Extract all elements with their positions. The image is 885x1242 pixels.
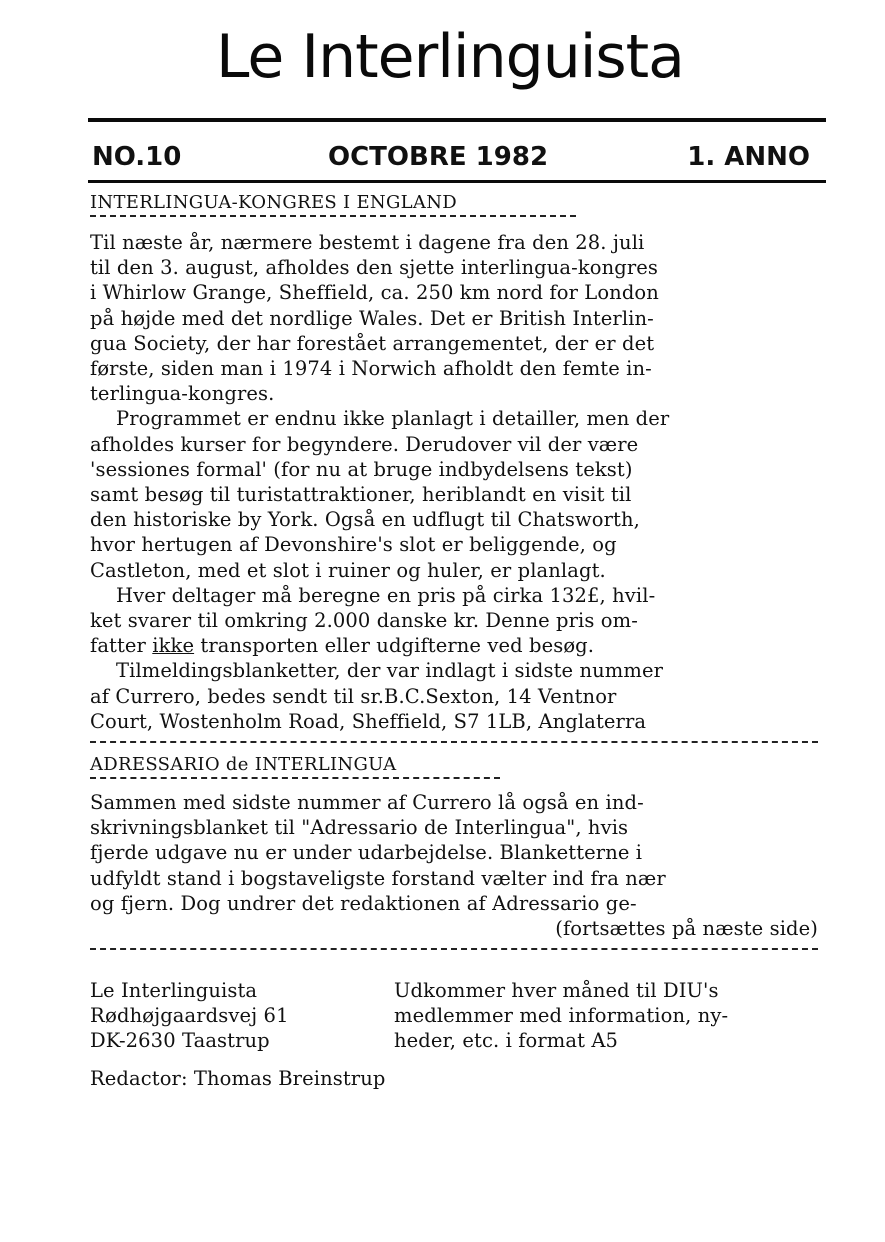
info-line: medlemmer med information, ny- [394, 1004, 729, 1028]
issue-date: OCTOBRE 1982 [328, 142, 549, 172]
redactor-credit: Redactor: Thomas Breinstrup [90, 1067, 386, 1090]
text-line: Castleton, med et slot i ruiner og huler, er planlagt. [90, 558, 606, 582]
text-line: samt besøg til turistattraktioner, heriblandt en visit til [90, 483, 632, 507]
address-line: DK-2630 Taastrup [90, 1029, 270, 1053]
text-line: skrivningsblanket til "Adressario de Interlingua", hvis [90, 816, 629, 840]
text-line: Court, Wostenholm Road, Sheffield, S7 1LB, Anglaterra [90, 709, 647, 733]
publication-info [394, 978, 834, 1054]
masthead-title: Le Interlinguista [216, 22, 684, 92]
text-line: gua Society, der har forestået arrangementet, der er det [90, 331, 655, 355]
masthead-rule [88, 118, 826, 122]
text-line: Programmet er endnu ikke planlagt i detailler, men der [116, 407, 670, 431]
text-line: fjerde udgave nu er under udarbejdelse. Blanketterne i [90, 841, 643, 865]
text-line: 'sessiones formal' (for nu at bruge indbydelsens tekst) [90, 457, 633, 481]
text-line: Til næste år, nærmere bestemt i dagene fra den 28. juli [90, 231, 645, 254]
text-line: afholdes kurser for begyndere. Derudover vil der være [90, 432, 639, 456]
text-line: Tilmeldingsblanketter, der var indlagt i sidste nummer [116, 659, 664, 683]
text-line: af Currero, bedes sendt til sr.B.C.Sexton, 14 Ventnor [90, 684, 617, 708]
article-body-kongres [90, 230, 818, 734]
address-line: Le Interlinguista [90, 979, 258, 1002]
article-headline-adressario: ADRESSARIO de INTERLINGUA [90, 754, 397, 775]
text-line: den historiske by York. Også en udflugt til Chatsworth, [90, 508, 640, 532]
info-line: heder, etc. i format A5 [394, 1029, 619, 1053]
text-line: terlingua-kongres. [90, 382, 275, 406]
text-line: på højde med det nordlige Wales. Det er British Interlin- [90, 306, 654, 330]
text-line: og fjern. Dog undrer det redaktionen af Adressario ge- [90, 891, 637, 915]
text-line: ket svarer til omkring 2.000 danske kr. Denne pris om- [90, 609, 638, 633]
text-line: hvor hertugen af Devonshire's slot er beliggende, og [90, 533, 617, 557]
article-headline-kongres: INTERLINGUA-KONGRES I ENGLAND [90, 192, 457, 213]
issue-year: 1. ANNO [687, 142, 810, 172]
section-dash-divider [90, 948, 818, 950]
text-line: til den 3. august, afholdes den sjette interlingua-kongres [90, 256, 658, 280]
article-body-adressario [90, 790, 818, 941]
text-line: første, siden man i 1974 i Norwich afholdt den femte in- [90, 357, 652, 381]
text-line: udfyldt stand i bogstaveligste forstand vælter ind fra nær [90, 866, 666, 890]
emphasis-ikke: ikke [152, 634, 195, 658]
text-fragment: transporten eller udgifterne ved besøg. [194, 634, 595, 658]
section-dash-divider [90, 741, 818, 743]
issue-number: NO.10 [92, 142, 182, 172]
address-line: Rødhøjgaardsvej 61 [90, 1004, 289, 1028]
headline-dash-underline [90, 215, 576, 217]
issue-rule [88, 180, 826, 183]
text-line [90, 633, 818, 658]
text-fragment: fatter [90, 634, 153, 658]
headline-dash-underline [90, 777, 500, 779]
text-line: Hver deltager må beregne en pris på cirka 132£, hvil- [116, 583, 656, 607]
info-line: Udkommer hver måned til DIU's [394, 979, 719, 1002]
text-line: i Whirlow Grange, Sheffield, ca. 250 km nord for London [90, 281, 659, 305]
continued-note: (fortsættes på næste side) [555, 917, 818, 941]
issue-line [92, 142, 810, 178]
text-line: Sammen med sidste nummer af Currero lå også en ind- [90, 791, 644, 814]
publisher-address [90, 978, 370, 1054]
